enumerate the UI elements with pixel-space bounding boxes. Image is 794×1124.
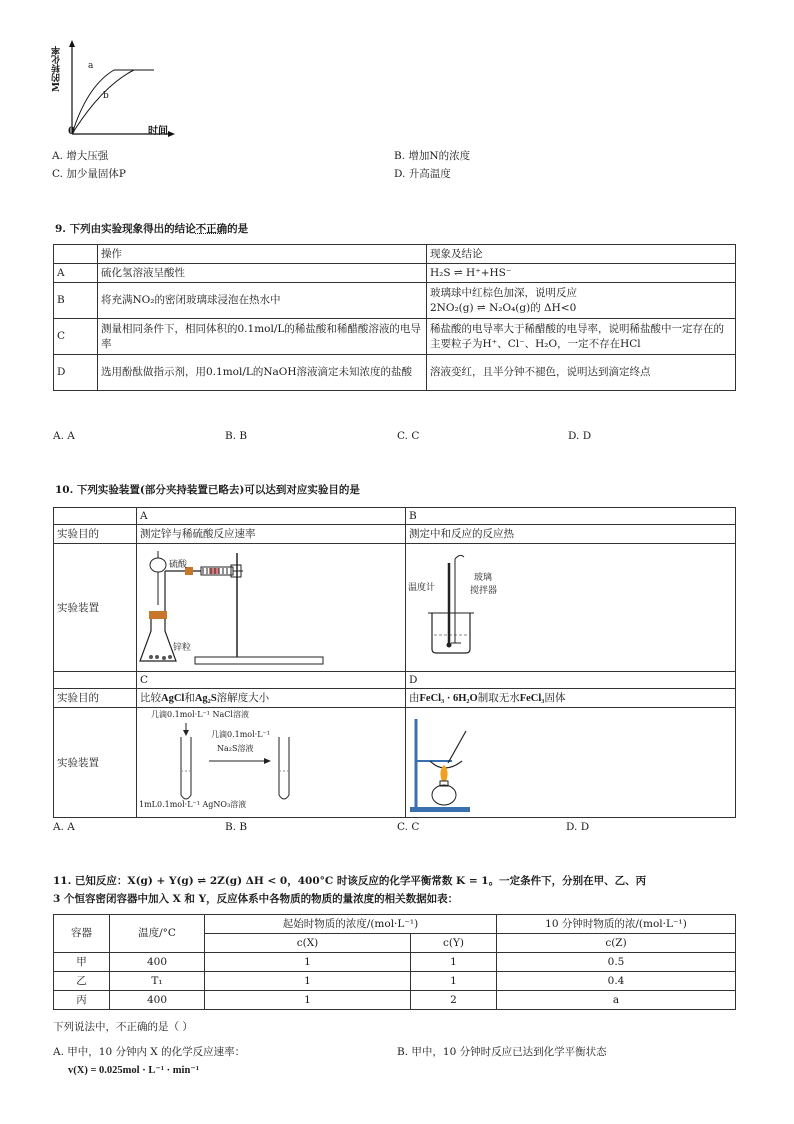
q10-col-d: D bbox=[406, 672, 736, 689]
label-thermometer: 温度计 bbox=[408, 583, 436, 594]
q10-purpose-c-post: 溶解度大小 bbox=[216, 691, 270, 704]
label-stirrer-2: 搅拌器 bbox=[470, 586, 498, 597]
q11-header-container: 容器 bbox=[54, 915, 110, 953]
q10-purpose-d-formula: FeCl₃ · 6H₂O bbox=[419, 692, 478, 704]
q9-title-end: 的是 bbox=[227, 223, 249, 235]
q9-row-result-line1: 玻璃球中红棕色加深，说明反应 bbox=[430, 287, 577, 300]
q9-row-result bbox=[427, 283, 736, 319]
label-acid: 硫酸 bbox=[169, 560, 188, 571]
q9-option-d[interactable]: D. D bbox=[568, 430, 592, 442]
curve-b bbox=[72, 70, 154, 134]
q9-table bbox=[53, 244, 736, 391]
q10-option-b[interactable]: B. B bbox=[225, 821, 248, 833]
q9-row-op: 测量相同条件下，相同体积的0.1mol/L的稀盐酸和稀醋酸溶液的电导率 bbox=[98, 319, 427, 355]
q10-purpose-c-agcl: AgCl bbox=[161, 692, 185, 704]
q9-row-d bbox=[54, 355, 736, 391]
q9-row-op: 硫化氢溶液呈酸性 bbox=[98, 264, 427, 283]
q9-row-result: 溶液变红，且半分钟不褪色，说明达到滴定终点 bbox=[427, 355, 736, 391]
q11-row-cx: 1 bbox=[205, 953, 411, 972]
q11-header-temp: 温度/°C bbox=[110, 915, 205, 953]
q11-row-name: 乙 bbox=[54, 972, 110, 991]
q10-col-b: B bbox=[406, 508, 736, 525]
q11-row-temp: 400 bbox=[110, 953, 205, 972]
q8-graph-curve-b: b bbox=[103, 91, 109, 101]
label-stirrer-1: 玻璃 bbox=[474, 573, 493, 584]
q10-purpose-d-pre: 由 bbox=[409, 691, 420, 704]
q10-title: 10. 下列实验装置(部分夹持装置已略去)可以达到对应实验目的是 bbox=[55, 484, 360, 496]
q10-purpose-d-mid: 制取无水 bbox=[477, 691, 520, 704]
q11-row-cy: 1 bbox=[411, 953, 497, 972]
q10-purpose-c-and: 和 bbox=[184, 691, 195, 704]
label-agno3: 1mL0.1mol·L⁻¹ AgNO₃溶液 bbox=[139, 800, 247, 810]
q9-row-b bbox=[54, 283, 736, 319]
q8-option-c[interactable]: C. 加少量固体P bbox=[52, 168, 126, 180]
q9-option-b[interactable]: B. B bbox=[225, 430, 248, 442]
q9-row-letter: A bbox=[54, 264, 98, 283]
label-drop-na2s: 几滴0.1mol·L⁻¹ bbox=[211, 730, 270, 740]
q8-graph-ylabel: M的转化率 bbox=[52, 46, 62, 92]
q11-row-jia bbox=[54, 953, 736, 972]
q10-option-a[interactable]: A. A bbox=[53, 821, 75, 833]
q10-purpose-label: 实验目的 bbox=[54, 525, 137, 544]
q10-purpose-c bbox=[137, 689, 406, 708]
q10-device-b bbox=[406, 544, 736, 672]
q9-row-result: 稀盐酸的电导率大于稀醋酸的电导率，说明稀盐酸中一定存在的主要粒子为H⁺、Cl⁻、H₂O，一定不存在HCl bbox=[427, 319, 736, 355]
q11-row-cy: 2 bbox=[411, 991, 497, 1010]
q8-option-b[interactable]: B. 增加N的浓度 bbox=[394, 150, 471, 162]
q11-row-temp: 400 bbox=[110, 991, 205, 1010]
q11-row-cz: 0.4 bbox=[497, 972, 736, 991]
q11-row-temp: T₁ bbox=[110, 972, 205, 991]
q11-row-cz: a bbox=[497, 991, 736, 1010]
label-zinc: 锌粒 bbox=[173, 643, 192, 654]
q9-row-result-line2: 2NO₂(g) ⇌ N₂O₄(g)的 ΔH<0 bbox=[430, 301, 577, 314]
q9-row-letter: C bbox=[54, 319, 98, 355]
q9-row-op: 选用酚酞做指示剂，用0.1mol/L的NaOH溶液滴定未知浓度的盐酸 bbox=[98, 355, 427, 391]
q11-header-ten: 10 分钟时物质的浓/(mol·L⁻¹) bbox=[497, 915, 736, 934]
q10-purpose-b: 测定中和反应的反应热 bbox=[406, 525, 736, 544]
label-drop-nacl: 几滴0.1mol·L⁻¹ NaCl溶液 bbox=[151, 710, 249, 720]
q10-col-c: C bbox=[137, 672, 406, 689]
q11-header-cx: c(X) bbox=[205, 934, 411, 953]
q11-option-a[interactable]: A. 甲中，10 分钟内 X 的化学反应速率： bbox=[53, 1046, 246, 1058]
q10-option-c[interactable]: C. C bbox=[397, 821, 420, 833]
label-drop-na2s-2: Na₂S溶液 bbox=[217, 744, 254, 754]
q11-row-name: 甲 bbox=[54, 953, 110, 972]
q11-row-name: 丙 bbox=[54, 991, 110, 1010]
q11-stem: 下列说法中，不正确的是（ ） bbox=[53, 1021, 193, 1033]
evaporation-figure bbox=[406, 709, 734, 817]
q9-row-op: 将充满NO₂的密闭玻璃球浸泡在热水中 bbox=[98, 283, 427, 319]
q9-option-c[interactable]: C. C bbox=[397, 430, 420, 442]
q11-row-bing bbox=[54, 991, 736, 1010]
q10-purpose-d-post: 固体 bbox=[544, 691, 566, 704]
q8-graph-curve-a: a bbox=[88, 61, 94, 71]
curve-a bbox=[72, 70, 154, 134]
q10-device-label: 实验装置 bbox=[54, 544, 137, 672]
q11-table bbox=[53, 914, 736, 1010]
q10-col-a: A bbox=[137, 508, 406, 525]
calorimeter-figure bbox=[406, 545, 734, 671]
q11-header-cy: c(Y) bbox=[411, 934, 497, 953]
q9-header-result: 现象及结论 bbox=[427, 245, 736, 264]
q10-purpose-d bbox=[406, 689, 736, 708]
q8-graph-xlabel: 时间 bbox=[148, 126, 168, 137]
q10-purpose-label: 实验目的 bbox=[54, 689, 137, 708]
q10-purpose-c-ag2s: Ag₂S bbox=[194, 692, 217, 704]
q11-option-a-formula: v(X) = 0.025mol · L⁻¹ · min⁻¹ bbox=[68, 1065, 199, 1076]
q11-header-cz: c(Z) bbox=[497, 934, 736, 953]
q11-title-line1: 11. 已知反应：X(g) + Y(g) ⇌ 2Z(g) ΔH < 0，400°C 时该反应的化学平衡常数 K = 1。一定条件下，分别在甲、乙、丙 bbox=[53, 875, 647, 887]
q9-title-mark: 不正确 bbox=[195, 223, 228, 235]
q9-title bbox=[55, 222, 248, 236]
q11-option-b[interactable]: B. 甲中，10 分钟时反应已达到化学平衡状态 bbox=[397, 1046, 607, 1058]
q10-purpose-c-pre: 比较 bbox=[140, 691, 161, 704]
q11-row-yi bbox=[54, 972, 736, 991]
q9-title-text: 9. 下列由实验现象得出的结论 bbox=[55, 223, 196, 235]
q9-row-c bbox=[54, 319, 736, 355]
q11-header-start: 起始时物质的浓度/(mol·L⁻¹) bbox=[205, 915, 497, 934]
q11-row-cx: 1 bbox=[205, 991, 411, 1010]
q11-row-cy: 1 bbox=[411, 972, 497, 991]
q8-option-d[interactable]: D. 升高温度 bbox=[394, 168, 451, 180]
q10-table bbox=[53, 507, 736, 818]
q9-row-a bbox=[54, 264, 736, 283]
q10-purpose-d-formula2: FeCl₃ bbox=[519, 692, 545, 704]
q10-device-a bbox=[137, 544, 406, 672]
q10-device-c bbox=[137, 708, 406, 818]
q9-header-op: 操作 bbox=[98, 245, 427, 264]
q9-row-result: H₂S ⇌ H⁺+HS⁻ bbox=[427, 264, 736, 283]
q8-graph-origin: 0 bbox=[68, 126, 75, 137]
q9-header-blank bbox=[54, 245, 98, 264]
q10-purpose-a: 测定锌与稀硫酸反应速率 bbox=[137, 525, 406, 544]
q10-device-d bbox=[406, 708, 736, 818]
q11-row-cz: 0.5 bbox=[497, 953, 736, 972]
q10-device-label: 实验装置 bbox=[54, 708, 137, 818]
q9-row-letter: B bbox=[54, 283, 98, 319]
q10-option-d[interactable]: D. D bbox=[566, 821, 590, 833]
q11-title-line2: 3 个恒容密闭容器中加入 X 和 Y，反应体系中各物质的物质的量浓度的相关数据如表： bbox=[53, 893, 459, 905]
q9-option-a[interactable]: A. A bbox=[53, 430, 75, 442]
q9-row-letter: D bbox=[54, 355, 98, 391]
q11-row-cx: 1 bbox=[205, 972, 411, 991]
q8-option-a[interactable]: A. 增大压强 bbox=[52, 150, 109, 162]
